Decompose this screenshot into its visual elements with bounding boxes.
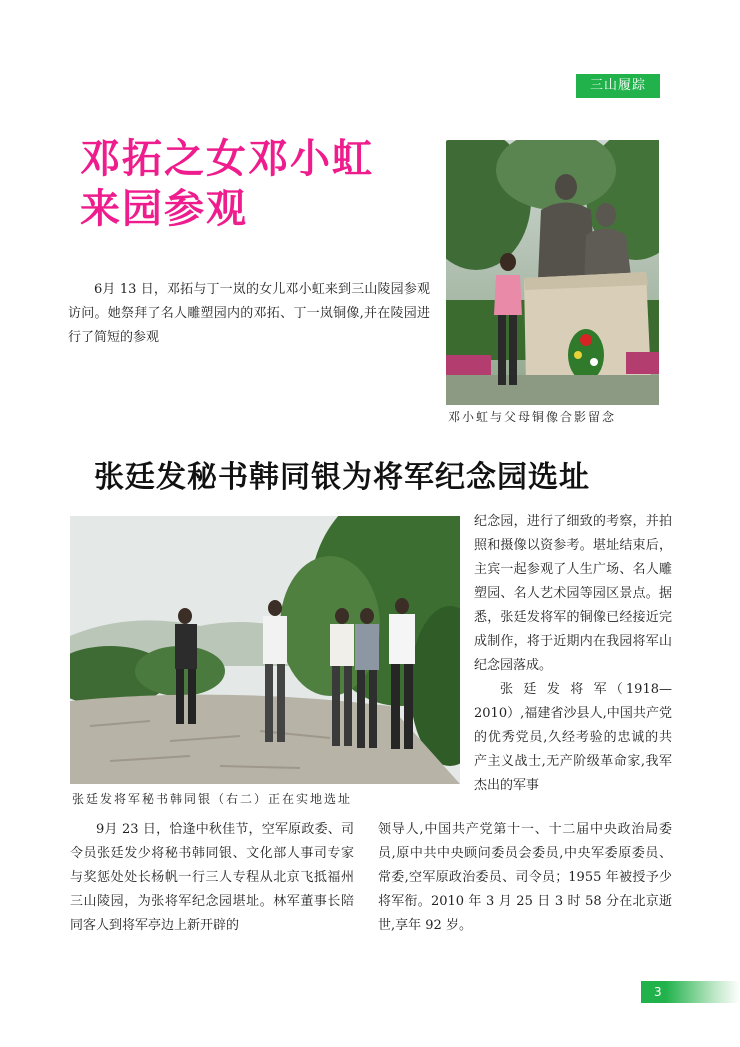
article1-title [80, 134, 440, 234]
article2-left-column [70, 818, 354, 938]
article1-title-line2: 来园参观 [80, 186, 248, 232]
article2-bottom-right-column [378, 818, 672, 938]
article2-photo [70, 516, 460, 784]
page-number: 3 [654, 985, 662, 999]
article2-left-paragraph: 9月 23 日，恰逢中秋佳节，空军原政委、司令员张廷发少将秘书韩同银、文化部人事司专家与奖惩处处长杨帆一行三人专程从北京飞抵福州三山陵园，为张将军纪念园堪址。林军董事长陪同客人到将军亭边上新开辟的 [70, 822, 354, 933]
article2-bottom-right-paragraph: 领导人,中国共产党第十一、十二届中央政治局委员,原中共中央顾问委员会委员,中央军委原委员、常委,空军原政治委员、司令员；1955 年被授予少将军衔。2010 年 3 月 25 日 3 时 58 分在北京逝世,享年 92 岁。 [378, 822, 672, 933]
article2-right-paragraph1: 纪念园，进行了细致的考察，并拍照和摄像以资参考。堪址结束后，主宾一起参观了人生广场、名人雕塑园、名人艺术园等园区景点。据悉，张廷发将军的铜像已经接近完成制作，将于近期内在我园将军山纪念园落成。 [474, 514, 672, 673]
article2-right-paragraph2: 张 廷 发 将 军（1918—2010）,福建省沙县人,中国共产党的优秀党员,久经考验的忠诚的共产主义战士,无产阶级革命家,我军杰出的军事 [474, 682, 672, 793]
article1-paragraph: 6月 13 日，邓拓与丁一岚的女儿邓小虹来到三山陵园参观访问。她祭拜了名人雕塑园内的邓拓、丁一岚铜像,并在陵园进行了简短的参观 [68, 282, 430, 345]
article2-photo-caption: 张廷发将军秘书韩同银（右二）正在实地选址 [72, 792, 353, 806]
section-tag: 三山履踪 [576, 74, 660, 98]
article2-title: 张廷发秘书韩同银为将军纪念园选址 [94, 460, 590, 495]
article1-photo [446, 140, 659, 405]
article1-photo-caption: 邓小虹与父母铜像合影留念 [448, 410, 617, 424]
article2-right-column [474, 510, 672, 798]
article1-title-line1: 邓拓之女邓小虹 [80, 136, 374, 182]
article1-body [68, 278, 430, 350]
